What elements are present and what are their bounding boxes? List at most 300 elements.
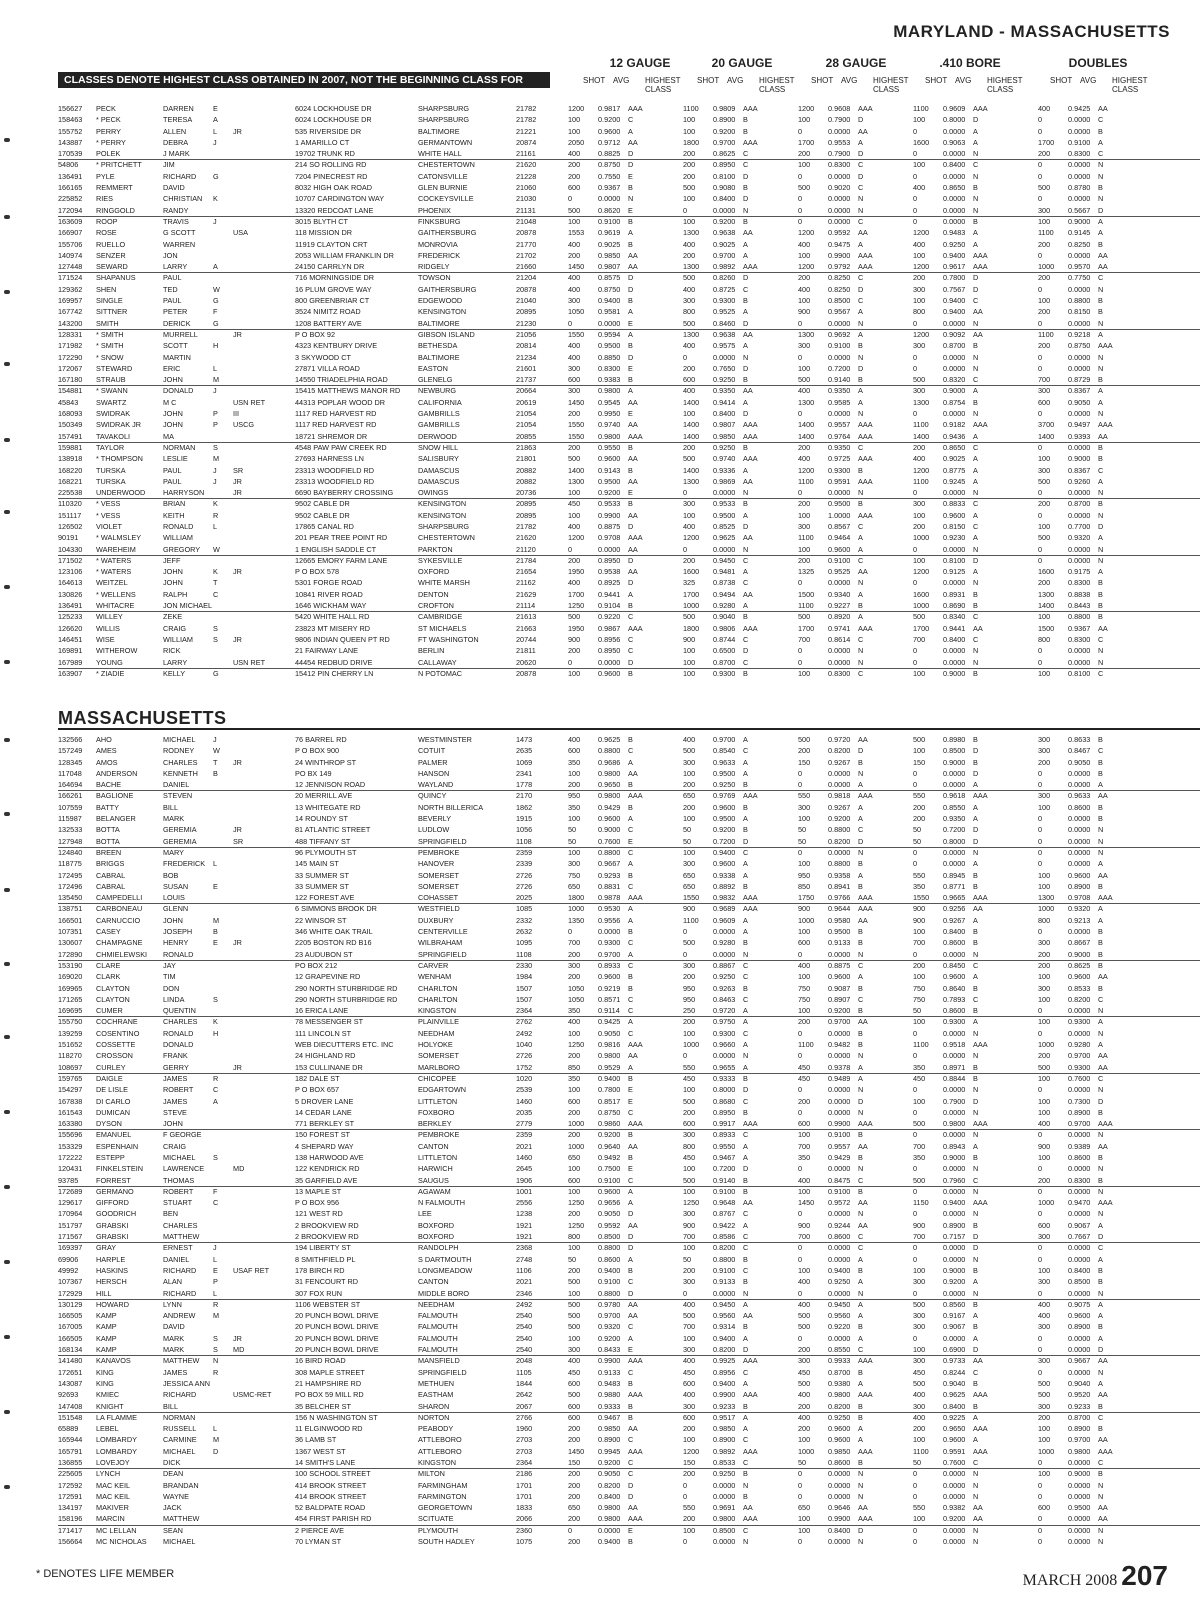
- cell-g20-avg: 0.9400: [713, 847, 736, 857]
- cell-first-name: RANDY: [163, 205, 189, 215]
- cell-g12-shot: 600: [568, 1412, 581, 1422]
- cell-dbl-shot: 100: [1038, 454, 1051, 464]
- cell-g20-shot: 550: [683, 1062, 696, 1072]
- cell-g28-class: B: [858, 1412, 863, 1422]
- cell-dbl-class: N: [1098, 1537, 1104, 1547]
- cell-g28-avg: 0.0000: [828, 194, 851, 204]
- cell-g20-shot: 300: [683, 1130, 696, 1140]
- cell-g28-shot: 600: [798, 1119, 811, 1129]
- cell-g28-avg: 0.7900: [828, 149, 851, 159]
- cell-zip: 21702: [516, 250, 537, 260]
- cell-member-id: 151652: [58, 1040, 83, 1050]
- cell-g20-avg: 0.9720: [713, 1006, 736, 1016]
- cell-g28-avg: 0.8475: [828, 1175, 851, 1185]
- cell-last-name: VIOLET: [96, 521, 122, 531]
- cell-g20-shot: 0: [683, 1288, 688, 1298]
- cell-g12-class: C: [628, 1006, 634, 1016]
- cell-g12-avg: 0.9600: [598, 972, 621, 982]
- cell-g28-class: AA: [858, 126, 868, 136]
- cell-dbl-class: B: [1098, 601, 1103, 611]
- cell-street: 1117 RED HARVEST RD: [295, 409, 377, 419]
- cell-g12-class: B: [628, 1073, 633, 1083]
- cell-suffix: JR: [233, 757, 242, 767]
- cell-g20-shot: 200: [683, 171, 696, 181]
- table-row: [58, 1074, 1200, 1085]
- cell-g410-shot: 1100: [913, 104, 929, 113]
- cell-street: 194 LIBERTY ST: [295, 1243, 351, 1253]
- cell-member-id: 172496: [58, 881, 83, 891]
- cell-g12-avg: 0.9100: [598, 1277, 621, 1287]
- cell-initial: L: [213, 1424, 218, 1434]
- cell-g410-class: AA: [973, 1503, 983, 1513]
- cell-g12-shot: 450: [568, 499, 581, 509]
- cell-g20-avg: 0.9133: [713, 1277, 736, 1287]
- section-divider: [58, 728, 1200, 730]
- table-row: [58, 454, 1200, 465]
- cell-g410-class: N: [973, 1051, 979, 1061]
- cell-g20-shot: 400: [683, 521, 696, 531]
- cell-g12-shot: 200: [568, 1130, 581, 1140]
- cell-dbl-shot: 300: [1038, 791, 1051, 801]
- cell-g28-avg: 0.9350: [828, 386, 851, 396]
- cell-g28-class: N: [858, 1537, 864, 1547]
- cell-g410-avg: 0.9650: [943, 1424, 966, 1434]
- cell-g20-shot: 500: [683, 1175, 696, 1185]
- cell-zip: 2341: [516, 768, 533, 778]
- cell-g410-class: N: [973, 1480, 979, 1490]
- cell-dbl-class: B: [1098, 1175, 1103, 1185]
- cell-g20-shot: 400: [683, 239, 696, 249]
- cell-dbl-shot: 0: [1038, 1006, 1043, 1016]
- cell-city: MILTON: [418, 1469, 445, 1479]
- cell-g28-class: AA: [858, 567, 868, 577]
- cell-g410-class: D: [973, 768, 979, 778]
- cell-street: 488 TIFFANY ST: [295, 836, 351, 846]
- cell-dbl-shot: 300: [1038, 938, 1051, 948]
- cell-member-id: 170964: [58, 1209, 83, 1219]
- cell-initial: J: [213, 735, 217, 744]
- cell-first-name: TERESA: [163, 115, 193, 125]
- cell-g28-avg: 0.8800: [828, 825, 851, 835]
- cell-g20-shot: 100: [683, 1186, 696, 1196]
- cell-dbl-class: AA: [1098, 104, 1108, 113]
- table-row: [58, 635, 1200, 646]
- cell-g20-shot: 200: [683, 555, 696, 565]
- cell-g12-class: B: [628, 1378, 633, 1388]
- table-row: [58, 228, 1200, 239]
- table-row: [58, 1063, 1200, 1074]
- cell-g28-avg: 0.9557: [828, 1141, 851, 1151]
- cell-dbl-shot: 400: [1038, 1119, 1051, 1129]
- cell-city: SOMERSET: [418, 1051, 459, 1061]
- cell-g410-avg: 0.9040: [943, 1378, 966, 1388]
- cell-g12-class: AAA: [628, 1390, 643, 1400]
- cell-g410-shot: 500: [913, 735, 926, 744]
- cell-g410-shot: 500: [913, 1299, 926, 1309]
- cell-g12-class: C: [628, 881, 634, 891]
- cell-g410-avg: 0.8771: [943, 881, 966, 891]
- cell-g28-shot: 0: [798, 216, 803, 226]
- table-row: [58, 1345, 1200, 1356]
- cell-dbl-shot: 500: [1038, 476, 1051, 486]
- cell-g410-class: B: [973, 1265, 978, 1275]
- cell-city: SALISBURY: [418, 454, 459, 464]
- cell-g410-shot: 0: [913, 1254, 918, 1264]
- cell-g410-class: A: [973, 915, 978, 925]
- cell-g12-shot: 1300: [568, 476, 585, 486]
- cell-dbl-class: C: [1098, 1412, 1104, 1422]
- table-row: [58, 104, 1200, 115]
- cell-city: GEORGETOWN: [418, 1503, 473, 1513]
- table-row: [58, 183, 1200, 194]
- cell-g410-shot: 1200: [913, 262, 930, 272]
- cell-suffix: JR: [233, 825, 242, 835]
- cell-g410-class: A: [973, 859, 978, 869]
- cell-street: 7204 PINECREST RD: [295, 171, 368, 181]
- cell-g410-class: A: [973, 780, 978, 790]
- cell-initial: L: [213, 126, 218, 136]
- cell-g12-avg: 0.9200: [598, 1333, 621, 1343]
- cell-dbl-avg: 0.9175: [1068, 567, 1091, 577]
- cell-g20-avg: 0.9633: [713, 757, 736, 767]
- cell-g28-class: N: [858, 949, 864, 959]
- cell-last-name: GERMANO: [96, 1186, 134, 1196]
- subheader-highest: HIGHEST: [987, 76, 1023, 85]
- table-row: [58, 1435, 1200, 1446]
- cell-g28-shot: 100: [798, 544, 811, 554]
- cell-street: 771 BERKLEY ST: [295, 1119, 355, 1129]
- cell-g12-shot: 1553: [568, 228, 585, 238]
- cell-zip: 2726: [516, 881, 533, 891]
- cell-g28-avg: 0.9600: [828, 544, 851, 554]
- cell-g410-class: C: [973, 296, 979, 306]
- cell-dbl-class: D: [1098, 521, 1104, 531]
- cell-first-name: GEREMIA: [163, 836, 197, 846]
- cell-dbl-class: N: [1098, 825, 1104, 835]
- cell-last-name: CLARK: [96, 972, 121, 982]
- cell-first-name: KEITH: [163, 510, 185, 520]
- cell-g20-class: B: [743, 375, 748, 385]
- cell-dbl-class: B: [1098, 375, 1103, 385]
- subheader-shot: SHOT: [925, 76, 948, 85]
- cell-dbl-avg: 0.5667: [1068, 205, 1091, 215]
- cell-g28-shot: 200: [798, 1345, 811, 1355]
- cell-city: SPRINGFIELD: [418, 1367, 467, 1377]
- cell-g410-shot: 200: [913, 814, 926, 824]
- cell-g20-class: N: [743, 949, 749, 959]
- cell-dbl-class: C: [1098, 994, 1104, 1004]
- cell-g20-class: A: [743, 397, 748, 407]
- cell-g410-avg: 0.9733: [943, 1356, 966, 1366]
- cell-g28-class: AAA: [858, 262, 873, 272]
- cell-last-name: PYLE: [96, 171, 115, 181]
- table-row: [58, 882, 1200, 893]
- cell-g28-class: B: [858, 601, 863, 611]
- cell-street: 1646 WICKHAM WAY: [295, 601, 367, 611]
- cell-g28-class: N: [858, 1209, 864, 1219]
- cell-g20-class: N: [743, 352, 749, 362]
- cell-g20-class: C: [743, 160, 749, 170]
- cell-g410-shot: 750: [913, 983, 926, 993]
- cell-zip: 2492: [516, 1299, 533, 1309]
- cell-g20-class: C: [743, 1435, 749, 1445]
- cell-dbl-class: AA: [1098, 972, 1108, 982]
- cell-g20-avg: 0.0000: [713, 1491, 736, 1501]
- cell-street: 2205 BOSTON RD B16: [295, 938, 372, 948]
- cell-g12-avg: 0.9867: [598, 623, 621, 633]
- cell-dbl-avg: 0.9320: [1068, 533, 1091, 543]
- cell-g12-shot: 1250: [568, 601, 585, 611]
- cell-g410-class: AAA: [973, 791, 988, 801]
- cell-g410-avg: 0.9483: [943, 228, 966, 238]
- cell-g28-class: AAA: [858, 510, 873, 520]
- cell-g20-shot: 200: [683, 1469, 696, 1479]
- cell-g410-class: A: [973, 972, 978, 982]
- cell-first-name: BEN: [163, 1209, 179, 1219]
- cell-dbl-avg: 0.8625: [1068, 960, 1091, 970]
- table-row: [58, 1243, 1200, 1254]
- cell-g410-shot: 0: [913, 1130, 918, 1140]
- cell-g28-avg: 0.8700: [828, 1367, 851, 1377]
- cell-g12-avg: 0.8950: [598, 555, 621, 565]
- cell-g410-avg: 0.9600: [943, 510, 966, 520]
- cell-member-id: 163907: [58, 668, 83, 678]
- cell-g410-shot: 100: [913, 1514, 926, 1524]
- cell-first-name: ZEKE: [163, 612, 183, 622]
- cell-dbl-shot: 0: [1038, 1333, 1043, 1343]
- cell-dbl-class: A: [1098, 1333, 1103, 1343]
- cell-g28-class: A: [858, 1062, 863, 1072]
- cell-g410-shot: 1200: [913, 465, 930, 475]
- cell-g12-avg: 0.9556: [598, 915, 621, 925]
- cell-dbl-shot: 200: [1038, 757, 1051, 767]
- cell-member-id: 143200: [58, 318, 83, 328]
- cell-dbl-shot: 0: [1038, 488, 1043, 498]
- cell-initial: J: [213, 476, 217, 486]
- cell-initial: F: [213, 1186, 218, 1196]
- cell-g410-avg: 0.0000: [943, 126, 966, 136]
- cell-last-name: TURSKA: [96, 465, 126, 475]
- cell-g28-shot: 100: [798, 1130, 811, 1140]
- cell-last-name: CASEY: [96, 927, 121, 937]
- cell-g410-avg: 0.0000: [943, 352, 966, 362]
- cell-initial: E: [213, 881, 218, 891]
- cell-first-name: CHARLES: [163, 1220, 198, 1230]
- cell-g12-avg: 0.9400: [598, 1265, 621, 1275]
- cell-g410-shot: 1100: [913, 420, 929, 430]
- cell-g410-class: D: [973, 1243, 979, 1253]
- cell-g28-avg: 0.0000: [828, 1333, 851, 1343]
- cell-g12-class: AA: [628, 420, 638, 430]
- cell-g20-class: B: [743, 1277, 748, 1287]
- cell-dbl-avg: 0.7300: [1068, 1096, 1091, 1106]
- cell-street: 96 PLYMOUTH ST: [295, 847, 357, 857]
- cell-g20-avg: 0.9350: [713, 386, 736, 396]
- cell-g20-class: B: [743, 1186, 748, 1196]
- cell-street: 23 AUDUBON ST: [295, 949, 353, 959]
- cell-suffix: MD: [233, 1345, 245, 1355]
- cell-g410-avg: 0.0000: [943, 488, 966, 498]
- cell-member-id: 169397: [58, 1243, 83, 1253]
- cell-zip: 21784: [516, 555, 537, 565]
- cell-city: SOMERSET: [418, 870, 459, 880]
- table-row: [58, 194, 1200, 205]
- cell-city: BETHESDA: [418, 341, 458, 351]
- cell-dbl-shot: 200: [1038, 239, 1051, 249]
- cell-g12-avg: 0.8950: [598, 646, 621, 656]
- table-row: [58, 432, 1200, 443]
- cell-g28-avg: 0.9800: [828, 1390, 851, 1400]
- cell-g12-shot: 1000: [568, 1141, 585, 1151]
- cell-g410-avg: 0.0000: [943, 1164, 966, 1174]
- cell-g28-class: D: [858, 1096, 864, 1106]
- cell-g28-shot: 500: [798, 1322, 811, 1332]
- cell-first-name: PETER: [163, 307, 188, 317]
- cell-g28-shot: 0: [798, 1209, 803, 1219]
- cell-g28-class: AAA: [858, 1446, 873, 1456]
- cell-g410-shot: 0: [913, 1107, 918, 1117]
- cell-member-id: 129362: [58, 284, 83, 294]
- cell-dbl-avg: 0.0000: [1068, 352, 1091, 362]
- cell-first-name: CARMINE: [163, 1435, 197, 1445]
- cell-member-id: 158463: [58, 115, 83, 125]
- cell-zip: 21114: [516, 601, 536, 611]
- cell-g12-avg: 0.9640: [598, 1141, 621, 1151]
- cell-zip: 21120: [516, 544, 536, 554]
- cell-initial: H: [213, 1028, 219, 1038]
- cell-member-id: 143887: [58, 137, 83, 147]
- cell-last-name: SWIDRAK: [96, 409, 131, 419]
- cell-dbl-shot: 300: [1038, 1356, 1051, 1366]
- cell-dbl-class: A: [1098, 1040, 1103, 1050]
- cell-g12-avg: 0.9800: [598, 1514, 621, 1524]
- cell-member-id: 128345: [58, 757, 83, 767]
- cell-g410-class: B: [973, 1299, 978, 1309]
- cell-g28-shot: 200: [798, 1017, 811, 1027]
- cell-g20-shot: 50: [683, 836, 692, 846]
- cell-g410-shot: 0: [913, 578, 918, 588]
- cell-g20-class: D: [743, 409, 749, 419]
- cell-city: CENTERVILLE: [418, 927, 468, 937]
- cell-last-name: ROOP: [96, 216, 118, 226]
- cell-g28-avg: 0.9227: [828, 601, 851, 611]
- subheader-shot: SHOT: [697, 76, 720, 85]
- cell-g12-avg: 0.9545: [598, 397, 621, 407]
- cell-dbl-class: C: [1098, 1073, 1104, 1083]
- cell-g12-shot: 650: [568, 1503, 581, 1513]
- cell-dbl-shot: 0: [1038, 352, 1043, 362]
- cell-street: 24150 CARRLYN DR: [295, 262, 365, 272]
- cell-member-id: 156664: [58, 1537, 83, 1547]
- cell-g410-shot: 0: [913, 216, 918, 226]
- cell-g28-shot: 150: [798, 757, 811, 767]
- subheader-shot: SHOT: [811, 76, 834, 85]
- cell-g410-shot: 300: [913, 1322, 926, 1332]
- table-row: [58, 1153, 1200, 1164]
- cell-g20-class: AA: [743, 1503, 753, 1513]
- cell-member-id: 171524: [58, 273, 83, 283]
- cell-g12-avg: 0.9807: [598, 262, 621, 272]
- footer-issue-date: MARCH 2008: [1022, 1572, 1118, 1589]
- cell-g410-avg: 0.9000: [943, 1152, 966, 1162]
- cell-first-name: BOB: [163, 870, 179, 880]
- table-row: [58, 1255, 1200, 1266]
- cell-zip: 2346: [516, 1288, 533, 1298]
- cell-g410-avg: 0.0000: [943, 205, 966, 215]
- cell-g20-class: AAA: [743, 137, 758, 147]
- cell-member-id: 166907: [58, 228, 83, 238]
- cell-last-name: BREEN: [96, 847, 122, 857]
- cell-g410-shot: 0: [913, 1051, 918, 1061]
- subheader-shot: SHOT: [583, 76, 606, 85]
- cell-g28-class: AA: [858, 735, 868, 744]
- cell-last-name: HASKINS: [96, 1265, 129, 1275]
- cell-g20-class: B: [743, 115, 748, 125]
- cell-g28-shot: 200: [798, 273, 811, 283]
- cell-street: 6 SIMMONS BROOK DR: [295, 904, 377, 914]
- cell-g20-avg: 0.9250: [713, 780, 736, 790]
- cell-g28-avg: 0.0000: [828, 768, 851, 778]
- cell-g12-class: C: [628, 1469, 634, 1479]
- cell-g410-class: B: [973, 397, 978, 407]
- cell-g20-shot: 200: [683, 1265, 696, 1275]
- cell-dbl-avg: 0.9000: [1068, 216, 1091, 226]
- cell-last-name: HOWARD: [96, 1299, 129, 1309]
- cell-g20-shot: 1400: [683, 420, 700, 430]
- cell-g410-shot: 0: [913, 363, 918, 373]
- cell-g28-avg: 0.9350: [828, 442, 851, 452]
- cell-g20-shot: 200: [683, 442, 696, 452]
- cell-first-name: TIM: [163, 972, 176, 982]
- cell-g12-avg: 0.9429: [598, 802, 621, 812]
- cell-g410-class: AAA: [973, 893, 988, 903]
- cell-g28-class: AAA: [858, 454, 873, 464]
- table-row: [58, 1289, 1200, 1300]
- cell-initial: J: [213, 137, 217, 147]
- cell-g410-avg: 0.0000: [943, 646, 966, 656]
- cell-street: 308 MAPLE STREET: [295, 1367, 365, 1377]
- cell-initial: C: [213, 589, 219, 599]
- cell-street: P O BOX 900: [295, 746, 340, 756]
- cell-g20-shot: 500: [683, 938, 696, 948]
- cell-last-name: BAGLIONE: [96, 791, 134, 801]
- cell-g28-shot: 200: [798, 746, 811, 756]
- cell-member-id: 154297: [58, 1085, 83, 1095]
- cell-g28-shot: 300: [798, 521, 811, 531]
- cell-city: BALTIMORE: [418, 126, 460, 136]
- cell-g12-shot: 100: [568, 1333, 581, 1343]
- cell-dbl-class: B: [1098, 589, 1103, 599]
- cell-dbl-avg: 0.9633: [1068, 791, 1091, 801]
- cell-g410-class: N: [973, 1209, 979, 1219]
- cell-last-name: WEITZEL: [96, 578, 128, 588]
- cell-g28-avg: 0.9572: [828, 1198, 851, 1208]
- cell-member-id: 155752: [58, 126, 83, 136]
- cell-g28-class: AA: [858, 1503, 868, 1513]
- cell-zip: 2642: [516, 1390, 533, 1400]
- cell-g12-class: C: [628, 115, 634, 125]
- cell-member-id: 170539: [58, 149, 83, 159]
- cell-g20-shot: 0: [683, 488, 688, 498]
- cell-dbl-avg: 0.8300: [1068, 578, 1091, 588]
- cell-g28-shot: 0: [798, 171, 803, 181]
- cell-dbl-avg: 0.9233: [1068, 1401, 1091, 1411]
- cell-dbl-class: N: [1098, 318, 1104, 328]
- cell-g28-class: B: [858, 1006, 863, 1016]
- cell-dbl-avg: 0.9500: [1068, 1503, 1091, 1513]
- cell-g20-shot: 600: [683, 1119, 696, 1129]
- table-row: [58, 262, 1200, 273]
